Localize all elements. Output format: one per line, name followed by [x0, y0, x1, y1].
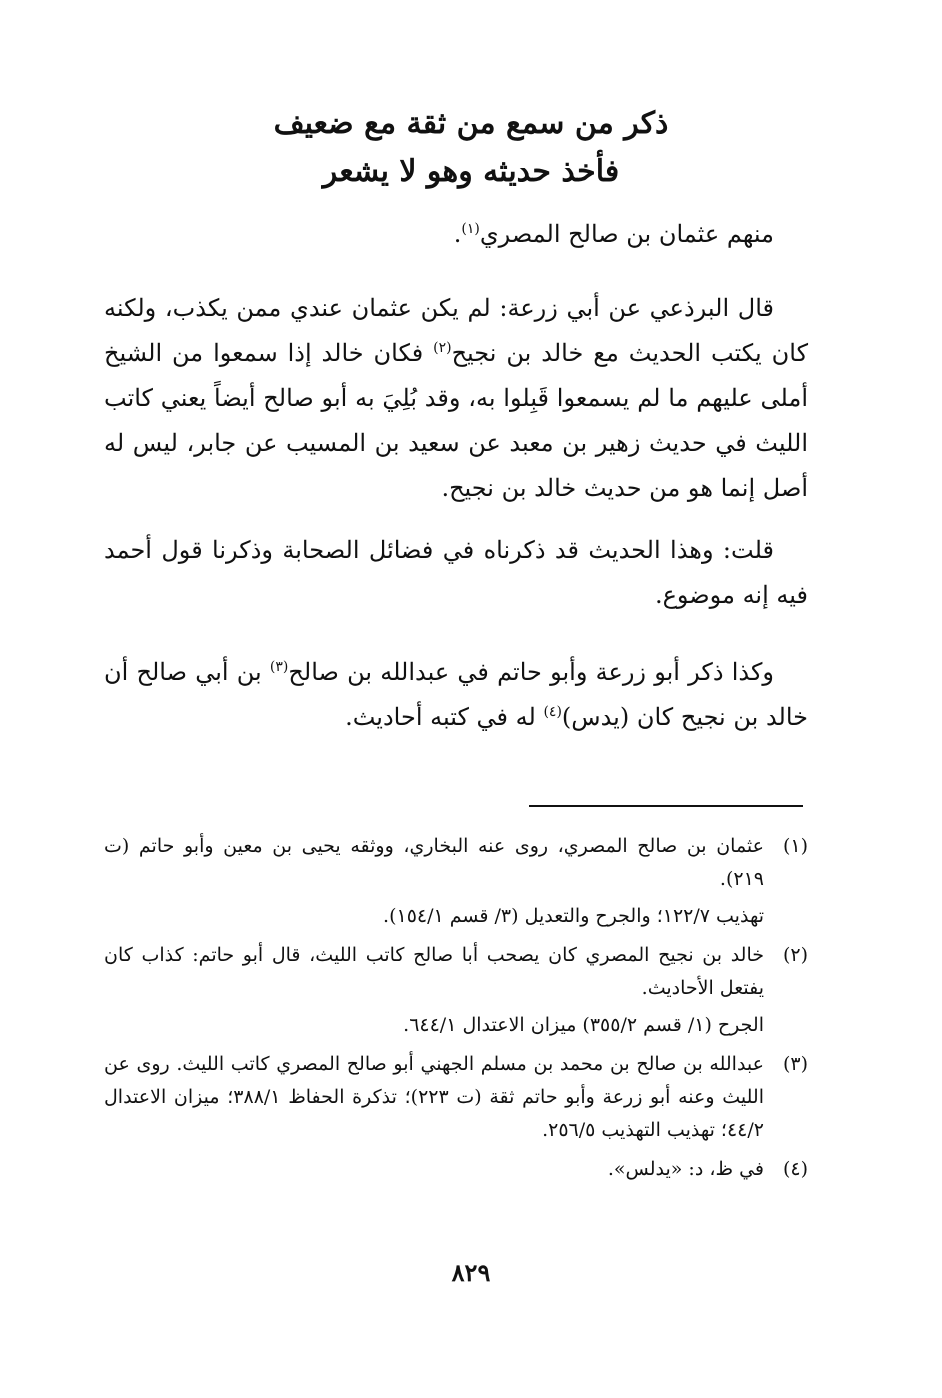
paragraph-1-text: منهم عثمان بن صالح المصري	[479, 220, 774, 248]
paragraph-2-text-a: قال البرذعي عن أبي زرعة: لم يكن عثمان عندي ممن يكذب، ولكنه كان يكتب الحديث مع خالد بن نجيح	[104, 294, 808, 367]
footnote-2-number: (٢)	[782, 944, 808, 966]
heading-line-1: ذكر من سمع من ثقة مع ضعيف	[273, 106, 669, 141]
footnote-2-text: خالد بن نجيح المصري كان يصحب أبا صالح كاتب الليث، قال أبو حاتم: كذاب كان يفتعل الأحاديث.	[104, 944, 764, 999]
paragraph-4-text-c: له في كتبه أحاديث.	[345, 703, 544, 731]
footnote-ref-4: (٤)	[543, 704, 562, 720]
footnote-separator	[529, 805, 803, 807]
footnote-1-source: تهذيب ١٢٢/٧؛ والجرح والتعديل (٣/ قسم ١٥٤/١).	[383, 905, 764, 927]
paragraph-1	[104, 212, 808, 257]
paragraph-3-text: قلت: وهذا الحديث قد ذكرناه في فضائل الصحابة وذكرنا قول أحمد فيه إنه موضوع.	[104, 536, 808, 609]
footnote-4	[104, 1153, 808, 1186]
footnote-ref-1: (١)	[461, 221, 480, 237]
footnote-1	[104, 830, 808, 933]
paragraph-4-text-a: وكذا ذكر أبو زرعة وأبو حاتم في عبدالله بن صالح	[288, 658, 775, 686]
footnote-4-text: في ظ، د: «يدلس».	[607, 1158, 764, 1180]
footnote-1-number: (١)	[782, 835, 808, 857]
footnote-3	[104, 1048, 808, 1147]
footnote-1-text: عثمان بن صالح المصري، روى عنه البخاري، ووثقه يحيى بن معين وأبو حاتم (ت ٢١٩).	[104, 835, 764, 890]
paragraph-1-end: .	[453, 220, 462, 248]
footnote-4-number: (٤)	[782, 1158, 808, 1180]
page-number: ٨٢٩	[451, 1258, 491, 1287]
footnote-ref-2: (٢)	[433, 340, 452, 356]
footnote-2	[104, 939, 808, 1042]
paragraph-4	[104, 650, 808, 740]
footnote-3-number: (٣)	[782, 1053, 808, 1075]
footnote-ref-3: (٣)	[269, 659, 289, 675]
footnote-2-source: الجرح (١/ قسم ٣٥٥/٢) ميزان الاعتدال ٦٤٤/١.	[403, 1014, 764, 1036]
heading-line-2: فأخذ حديثه وهو لا يشعر	[322, 154, 620, 189]
footnotes-section	[104, 830, 808, 1192]
paragraph-2	[104, 286, 808, 511]
paragraph-3	[104, 528, 808, 618]
paragraph-4-text-b: بن أبي صالح أن خالد بن نجيح كان (يدس)	[104, 658, 808, 731]
footnote-3-text: عبدالله بن صالح بن محمد بن مسلم الجهني أبو صالح المصري كاتب الليث. روى عن الليث وعنه أبو زرعة وأبو حاتم ثقة (ت ٢٢٣)؛ تذكرة الحفاظ ٣٨٨/١؛ ميزان الاعتدال ٤٤/٢؛ تهذيب التهذيب ٢٥٦/٥.	[104, 1053, 764, 1141]
chapter-heading	[0, 100, 942, 196]
paragraph-2-text-b: فكان خالد إذا سمعوا من الشيخ أملى عليهم ما لم يسمعوا قَبِلوا به، وقد بُلِيَ به أبو صالح أيضاً يعني كاتب الليث في حديث زهير بن معبد عن سعيد بن المسيب عن جابر، ليس له أصل إنما هو من حديث خالد بن نجيح.	[104, 339, 808, 502]
